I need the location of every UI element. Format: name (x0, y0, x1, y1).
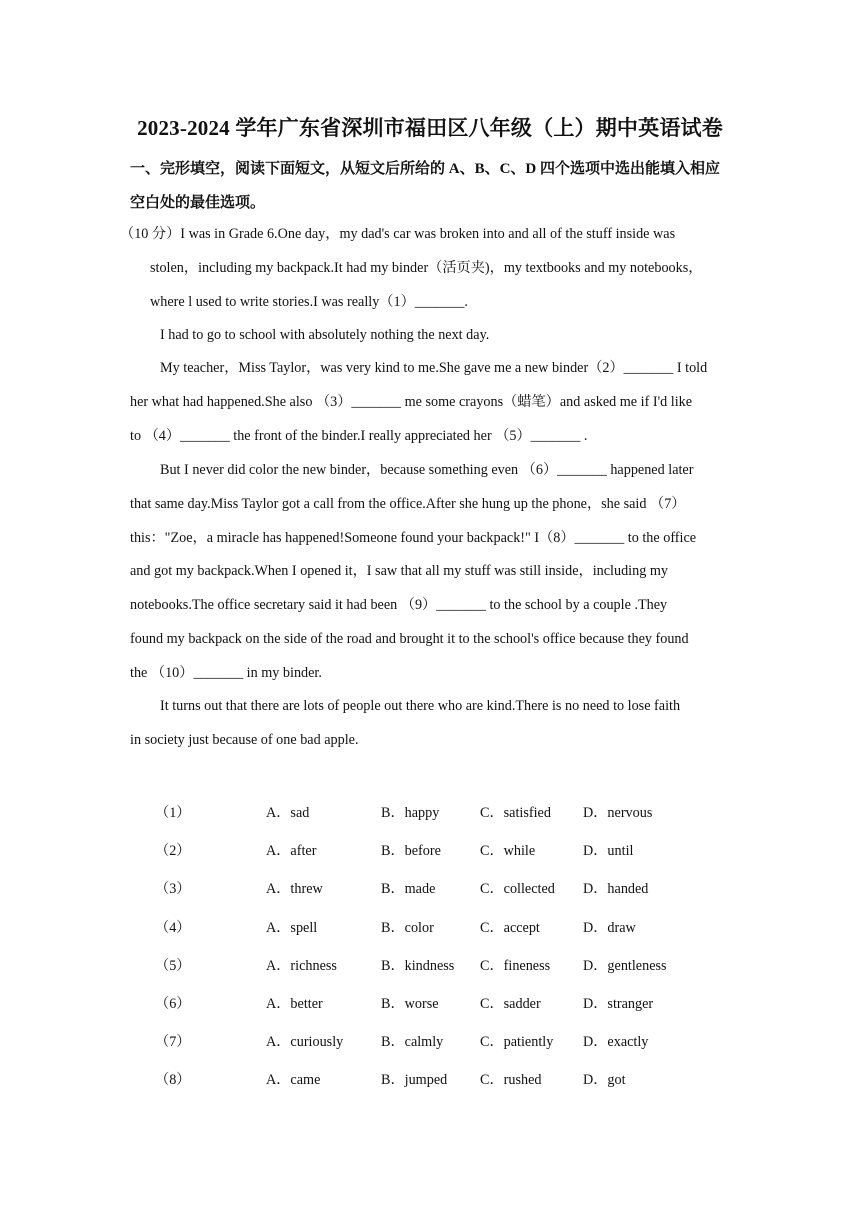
option-b: B．happy (381, 805, 440, 821)
question-number: （6） (155, 995, 191, 1012)
passage-line: this："Zoe，a miracle has happened!Someone found your backpack!" I（8）_______ to the office (130, 529, 697, 546)
passage-line: that same day.Miss Taylor got a call from the office.After she hung up the phone，she said （7） (130, 495, 686, 512)
passage-line: and got my backpack.When I opened it，I saw that all my stuff was still inside，including my (130, 563, 668, 580)
option-row (155, 872, 735, 910)
passage-line: But I never did color the new binder，because something even （6）_______ happened later (160, 462, 694, 478)
option-c: C．sadder (480, 995, 541, 1012)
option-d: D．handed (583, 881, 649, 898)
question-number: （3） (155, 881, 191, 898)
option-b: B．before (381, 843, 441, 860)
passage-line: found my backpack on the side of the road and brought it to the school's office because they found (130, 630, 689, 647)
option-d: D．until (583, 843, 634, 860)
passage-line: My teacher，Miss Taylor，was very kind to me.She gave me a new binder（2）_______ I told (160, 360, 708, 376)
question-number: （5） (155, 957, 191, 974)
question-number: （2） (155, 843, 191, 860)
option-row (155, 796, 735, 834)
passage-paragraph-4 (130, 454, 733, 691)
passage-paragraph-1 (120, 218, 733, 319)
option-row (155, 987, 735, 1025)
option-c: C．collected (480, 881, 555, 898)
option-a: A．curiously (266, 1034, 344, 1051)
question-number: （4） (155, 919, 191, 936)
passage-line: the （10）_______ in my binder. (130, 664, 322, 681)
option-a: A．sad (266, 805, 310, 821)
passage-paragraph-2 (130, 319, 733, 353)
option-a: A．threw (266, 881, 323, 898)
option-c: C．patiently (480, 1034, 554, 1051)
option-a: A．came (266, 1072, 321, 1089)
option-c: C．satisfied (480, 805, 551, 821)
option-a: A．spell (266, 919, 318, 936)
option-b: B．color (381, 919, 434, 936)
option-d: D．draw (583, 919, 636, 936)
answer-options (155, 796, 735, 1102)
question-number: （1） (155, 805, 191, 821)
option-a: A．after (266, 843, 317, 860)
option-d: D．nervous (583, 805, 653, 821)
option-b: B．kindness (381, 957, 455, 974)
passage-line: to （4）_______ the front of the binder.I really appreciated her （5）_______ . (130, 427, 588, 444)
option-row (155, 834, 735, 872)
passage-paragraph-5 (130, 690, 733, 758)
option-row (155, 911, 735, 949)
option-b: B．calmly (381, 1034, 444, 1051)
option-row (155, 1025, 735, 1063)
option-a: A．richness (266, 957, 337, 974)
question-number: （7） (155, 1034, 191, 1051)
passage-line: her what had happened.She also （3）_______ me some crayons（蜡笔）and asked me if I'd like (130, 393, 693, 410)
passage-line: in society just because of one bad apple. (130, 731, 359, 748)
section-instructions (130, 152, 734, 220)
option-d: D．exactly (583, 1034, 649, 1051)
option-b: B．made (381, 881, 436, 898)
option-c: C．fineness (480, 957, 551, 974)
option-b: B．jumped (381, 1072, 448, 1089)
option-c: C．rushed (480, 1072, 542, 1089)
passage-line: stolen，including my backpack.It had my binder（活页夹)，my textbooks and my notebooks， (150, 259, 703, 276)
option-d: D．gentleness (583, 957, 667, 974)
passage-paragraph-3 (130, 352, 733, 453)
option-d: D．got (583, 1072, 626, 1089)
exam-title: 2023-2024 学年广东省深圳市福田区八年级（上）期中英语试卷 (137, 116, 723, 140)
section-line: 空白处的最佳选项。 (130, 195, 266, 211)
option-a: A．better (266, 995, 323, 1012)
option-row (155, 949, 735, 987)
option-b: B．worse (381, 995, 439, 1012)
option-d: D．stranger (583, 995, 654, 1012)
option-c: C．while (480, 843, 536, 860)
passage-line: I had to go to school with absolutely nothing the next day. (160, 327, 490, 343)
option-row (155, 1063, 735, 1101)
option-c: C．accept (480, 919, 540, 936)
question-number: （8） (155, 1072, 191, 1089)
passage-line: （10 分）I was in Grade 6.One day，my dad's car was broken into and all of the stuff inside was (120, 226, 676, 242)
passage-line: notebooks.The office secretary said it had been （9）_______ to the school by a couple .They (130, 597, 668, 614)
passage-line: It turns out that there are lots of people out there who are kind.There is no need to lose faith (160, 698, 681, 714)
section-line: 一、完形填空，阅读下面短文，从短文后所给的 A、B、C、D 四个选项中选出能填入相应 (130, 161, 721, 177)
passage-line: where l used to write stories.I was really（1）_______. (150, 293, 468, 310)
